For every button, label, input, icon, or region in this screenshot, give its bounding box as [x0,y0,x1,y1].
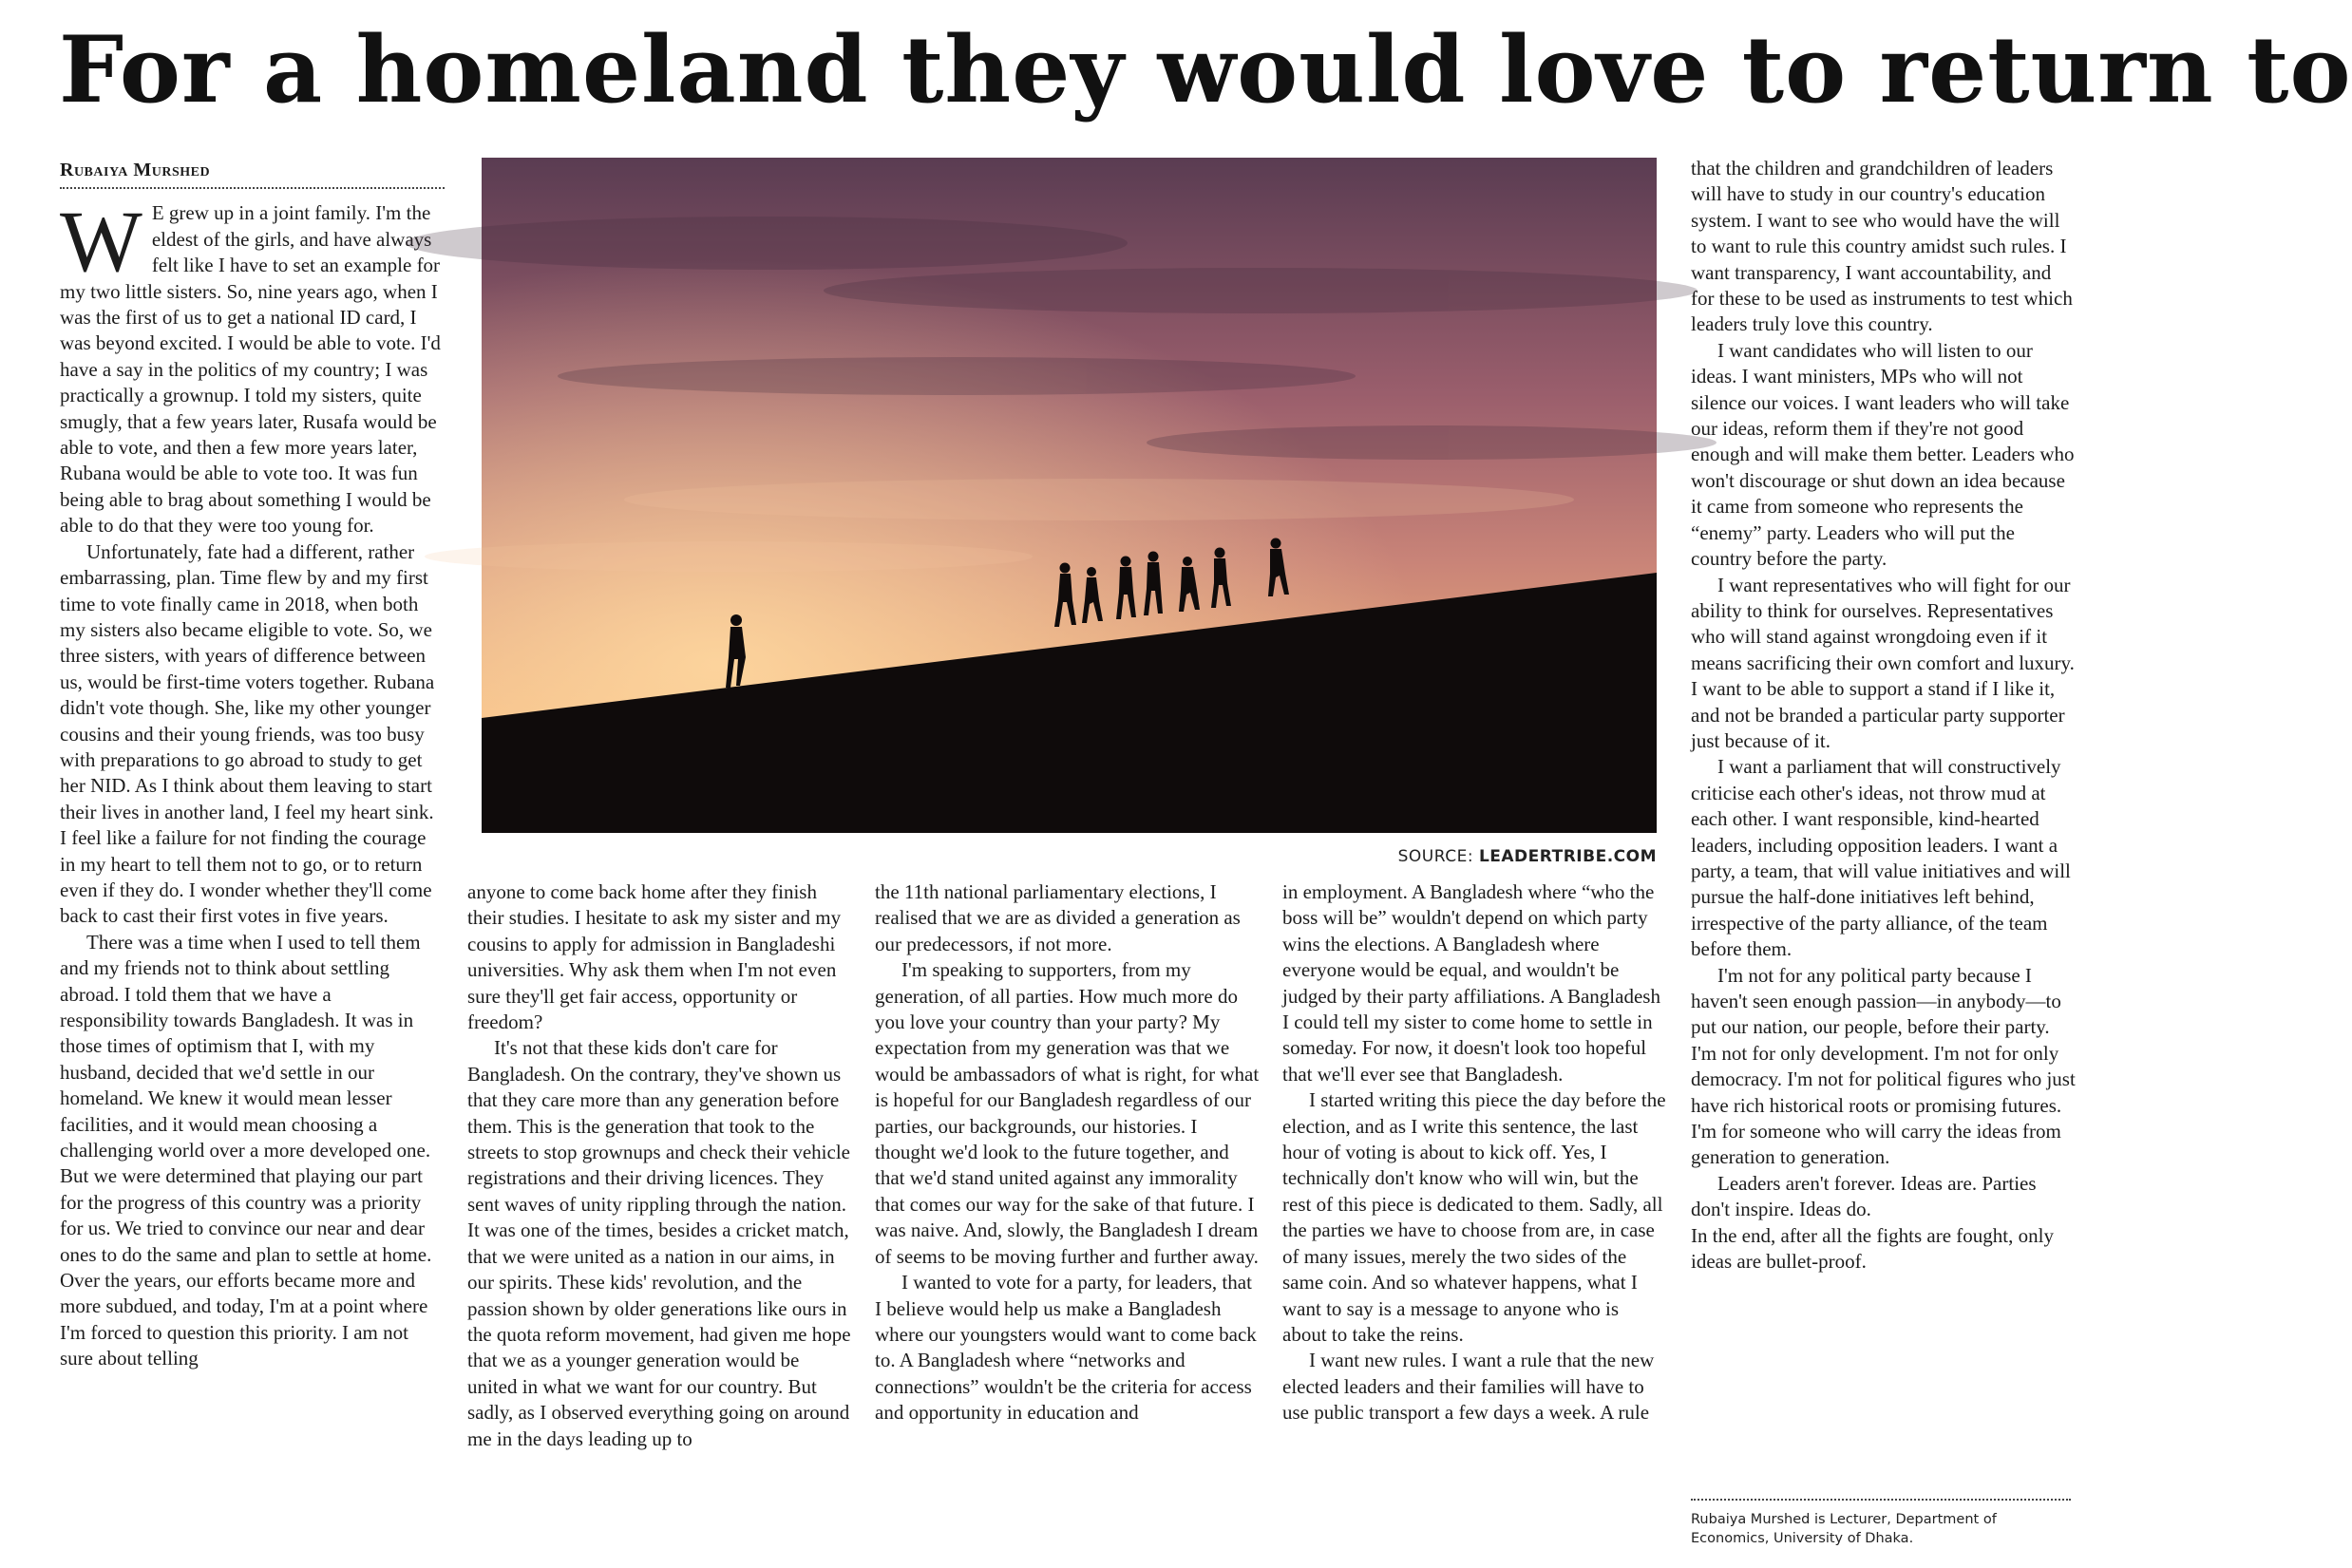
photo-source: SOURCE: LEADERTRIBE.COM [1397,847,1657,866]
column-2 [467,879,852,1452]
paragraph: W E grew up in a joint family. I'm the eldest of the girls, and have always felt like I have to set an example for my two little sisters. So, nine years ago, when I was the first of us to get a national ID card, I was beyond excited. I would be able to vote. I'd have a say in the politics of my country; I was practically a grownup. I told my sisters, quite smugly, that a few years later, Rusafa would be able to vote, and then a few more years later, Rubana would be able to vote too. It was fun being able to brag about something I would be able to do that they were too young for. [60,193,441,538]
paragraph: I'm not for any political party because I haven't seen enough passion—in anybody—to put our nation, our people, before their party. I'm not for only development. I'm not for only democracy. I'm not for political figures who just have rich historical roots or promising futures. I'm for someone who will carry the ideas from generation to generation. [1691,963,2076,1169]
byline: Rubaiya Murshed [60,158,445,189]
paragraph: that the children and grandchildren of leaders will have to study in our country's education system. I want to see who would have the will to want to rule this country amidst such rules. I want transparency, I want accountability, and for these to be used as instruments to test which leaders truly love this country. [1691,157,2073,336]
paragraph: In the end, after all the fights are fought, only ideas are bullet-proof. [1691,1223,2054,1274]
paragraph: I want representatives who will fight for our ability to think for ourselves. Representatives who will stand against wrongdoing even if it means sacrificing their own comfort and luxury. I want to be able to support a stand if I like it, and not be branded a particular party supporter just because of it. [1691,573,2075,752]
paragraph: I want candidates who will listen to our ideas. I want ministers, MPs who will not silence our voices. I want leaders who will take our ideas, reform them if they're not good enough and will make them better. Leaders who won't discourage or shut down an idea because it came from someone who represents the “enemy” party. Leaders who will put the country before the party. [1691,338,2075,571]
paragraph: I want a parliament that will constructively criticise each other's ideas, not throw mud at each other. I want responsible, kind-hearted leaders, including opposition leaders. I want a party, a team, that will value initiatives and will pursue the half-done initiatives left behind, irrespective of the party alliance, of the team before them. [1691,755,2071,961]
article-photo [482,158,1657,833]
paragraph: Unfortunately, fate had a different, rather embarrassing, plan. Time flew by and my first time to vote finally came in 2018, when both my sisters also became eligible to vote. So, we three sisters, with years of difference between us, would be first-time voters together. Rubana didn't vote though. She, like my other younger cousins and their young friends, was too busy with preparations to go abroad to study to get her NID. As I think about them leaving to start their lives in another land, I feel my heart sink. I feel like a failure for not finding the courage in my heart to tell them not to go, or to return even if they do. I wonder whether they'll come back to cast their first votes in five years. [60,539,435,928]
drop-cap: W [60,193,142,291]
paragraph: I want new rules. I want a rule that the new elected leaders and their families will have to use public transport a few days a week. A rule [1282,1349,1655,1425]
paragraph: in employment. A Bangladesh where “who the boss will be” wouldn't depend on which party wins the elections. A Bangladesh where everyone would be equal, and wouldn't be judged by their party affiliations. A Bangladesh I could tell my sister to come home to settle in someday. For now, it doesn't look too hopeful that we'll ever see that Bangladesh. [1282,880,1660,1086]
paragraph: anyone to come back home after they finish their studies. I hesitate to ask my sister and my cousins to apply for admission in Bangladeshi universities. Why ask them when I'm not even sure they'll get fair access, opportunity or freedom? [467,880,842,1034]
column-5 [1691,156,2076,1275]
paragraph: I'm speaking to supporters, from my generation, of all parties. How much more do you love your country than your party? My expectation from my generation was that we would be ambassadors of what is right, for what is hopeful for our Bangladesh regardless of our parties, our backgrounds, our histories. I thought we'd look to the future together, and that we'd stand united against any immorality that comes our way for the sake of that future. I was naive. And, slowly, the Bangladesh I dream of seems to be moving further and further away. [875,958,1260,1268]
column-1 [60,158,445,1372]
author-note: Rubaiya Murshed is Lecturer, Department of Economics, University of Dhaka. [1691,1499,2071,1548]
column-3 [875,879,1260,1426]
sunset-silhouette-image [482,158,1657,833]
column-4 [1282,879,1667,1426]
paragraph: I wanted to vote for a party, for leaders, that I believe would help us make a Bangladesh where our youngsters would want to come back to. A Bangladesh where “networks and connections” wouldn't be the criteria for access and opportunity in education and [875,1271,1257,1425]
paragraph: There was a time when I used to tell them and my friends not to think about settling abroad. I told them that we have a responsibility towards Bangladesh. It was in those times of optimism that I, with my husband, decided that we'd settle in our homeland. We knew it would mean lesser facilities, and it would mean choosing a challenging world over a more developed one. But we were determined that playing our part for the progress of this country was a priority for us. We tried to convince our near and dear ones to do the same and plan to settle at home. Over the years, our efforts became more and more subdued, and today, I'm at a point where I'm forced to question this priority. I am not sure about telling [60,930,432,1370]
headline: For a homeland they would love to return to [59,16,2352,123]
paragraph: I started writing this piece the day before the election, and as I write this sentence, the last hour of voting is about to kick off. Yes, I technically don't know who will win, but the rest of this piece is dedicated to them. Sadly, all the parties we have to choose from are, in case of many issues, merely the two sides of the same coin. And so whatever happens, what I want to say is a message to anyone who is about to take the reins. [1282,1088,1666,1346]
paragraph: Leaders aren't forever. Ideas are. Parties don't inspire. Ideas do. [1691,1171,2037,1221]
paragraph: It's not that these kids don't care for Bangladesh. On the contrary, they've shown us that they care more than any generation before them. This is the generation that took to the streets to stop grownups and check their vehicle registrations and their driving licences. They sent waves of unity rippling through the nation. It was one of the times, besides a cricket match, that we were united as a nation in our aims, in our spirits. These kids' revolution, and the passion shown by older generations like ours in the quota reform movement, had given me hope that we as a younger generation would be united in what we want for our country. But sadly, as I observed everything going on around me in the days leading up to [467,1036,851,1450]
paragraph: the 11th national parliamentary elections, I realised that we are as divided a generation as our predecessors, if not more. [875,880,1241,955]
